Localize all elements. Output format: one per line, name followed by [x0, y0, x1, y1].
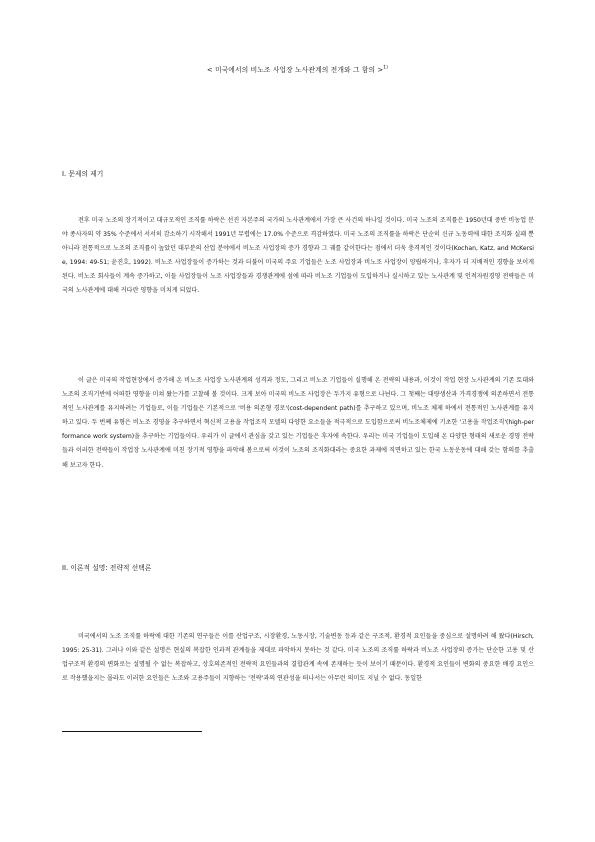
- title-footnote-marker: 1): [383, 65, 389, 71]
- paragraph-2: 이 글은 미국의 작업현장에서 증가해 온 비노조 사업장 노사관계의 성격과 정도, 그리고 비노조 기업들이 실행해 온 전략의 내용과, 이것이 작업 현장 노사관계의 기존 토대와 노조의 조직기반에 어떠한 영향을 미쳐 왔는가를 고찰해 볼 것이다. 크게 보아 미국의 비노조 사업장은 두가지 유형으로 나뉜다. 그 첫째는 대량생산과 가격경쟁에 의존하면서 전통적인 노사관계를 유지하려는 기업들로, 이들 기업들은 기본적으로 '비용 의존형 경로'(cost-dependent path)를 추구하고 있으며, 비노조 체제 하에서 전통적인 노사관계를 유지하고 있다. 두 번째 유형은 비노조 경영을 추구하면서 혁신적 고용을 작업조직 모델의 다양한 요소들을 적극적으로 도입함으로써 비노조체제에 기초한 '고용을 작업조직'(high-performance work system)을 추구하는 기업들이다. 우리가 이 글에서 관심을 갖고 있는 기업들은 후자에 속한다. 우리는 미국 기업들이 도입해 온 다양한 형태의 새로운 경영 전략들과 이러한 전략들이 작업장 노사관계에 미친 장기적 영향을 파악해 봄으로써 이것이 노조의 조직화대라는 중요한 과제에 직면하고 있는 한국 노동운동에 대해 갖는 함의를 추출해 보고자 한다.: [62, 377, 534, 469]
- paragraph-3: 미국에서의 노조 조직률 하락에 대한 기존의 연구들은 이를 산업구조, 시장환경, 노동시장, 기술변동 등과 같은 구조적, 환경적 요인들을 중심으로 설명하려 해 왔다(Hirsch, 1995: 25-31). 그러나 이와 같은 설명은 현실의 복잡한 인과적 관계들을 제대로 파악하지 못하는 것 같다. 미국 노조의 조직률 하락과 비노조 사업장의 증가는 단순한 고용 및 산업구조적 환경의 변화로는 설명될 수 없는 복잡하고, 상호의존적인 전략적 요인들과의 결합관계 속에 존재하는 듯이 보이기 때문이다. 환경적 요인들이 변화의 중요한 배경 요인으로 작용했을지는 몰라도 이러한 요인들은 노조와 고용주들이 지향하는 '전략'과의 연관성을 떠나서는 아무런 의미도 지닐 수 없다. 동일한: [62, 633, 534, 683]
- footnote-divider: [62, 731, 202, 732]
- section-heading-2: II. 이론적 설명: 전략적 선택론: [62, 564, 152, 572]
- title-text: < 미국에서의 비노조 사업장 노사관계의 전개와 그 함의 >: [206, 66, 384, 74]
- section-heading-1: I. 문제의 제기: [62, 170, 104, 178]
- document-title: [0, 64, 595, 74]
- paragraph-1: 전후 미국 노조의 장기적이고 대규모적인 조직률 하락은 선진 자본주의 국가의 노사관계에서 가장 큰 사건의 하나일 것이다. 미국 노조의 조직률은 1950년대 중반 비농업 분야 종사자의 약 35% 수준에서 서서히 감소하기 시작해서 1991년 무렵에는 17.0% 수준으로 격감하였다. 미국 노조의 조직률을 하락은 단순히 신규 노동력에 대한 조직화 실패 뿐 아니라 전통적으로 노조의 조직률이 높았던 대부분의 산업 분야에서 비노조 사업장의 증가 경향과 그 궤를 같이한다는 점에서 더욱 충격적인 것이다(Kochan, Katz, and McKersie, 1994: 49-51; 윤진호, 1992). 비노조 사업장들이 증가하는 것과 더불어 미국의 주요 기업들은 노조 사업장과 비노조 사업장이 양립하거나, 후자가 더 지배적인 경향을 보이게 된다. 비노조 회사들이 계속 증가하고, 이들 사업장들이 노조 사업장들과 경쟁관계에 섬에 따라 비노조 기업들이 도입하거나 실시하고 있는 노사관계 및 인적자원경영 전략들은 미국의 노사관계에 대해 커다란 영향을 미치게 되었다.: [62, 217, 534, 295]
